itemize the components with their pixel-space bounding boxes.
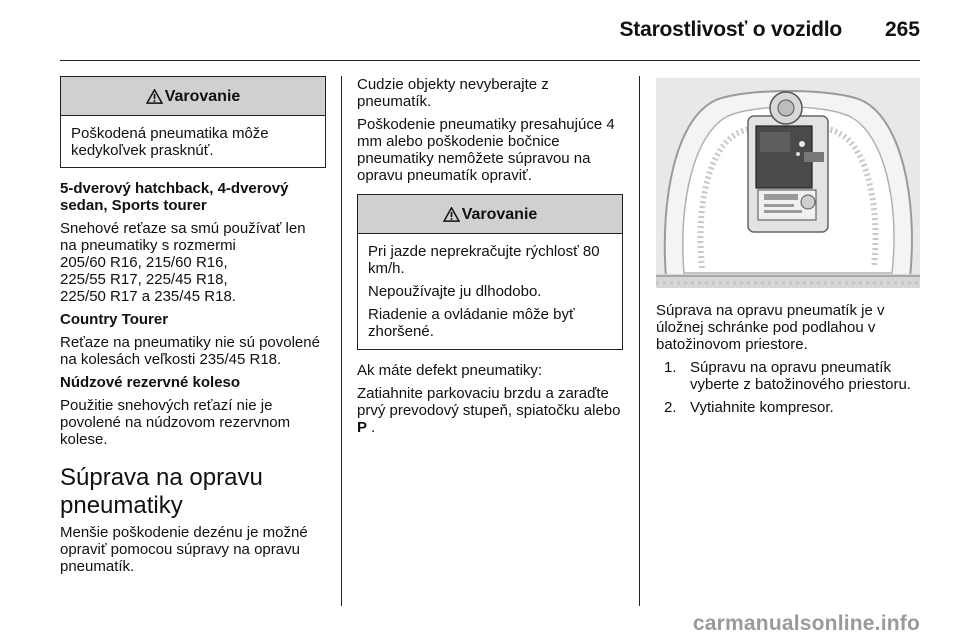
trunk-floor-illustration (656, 78, 920, 288)
section-intro-paragraph: Menšie poškodenie dezénu je možné opraviť pomocou súpravy na opravu pneumatík. (60, 524, 308, 575)
gear-p-label: P (357, 419, 368, 436)
step-number: 2. (664, 399, 677, 416)
parking-brake-suffix: . (367, 419, 376, 436)
warning-body (61, 116, 325, 169)
section-title: Súprava na opravu pneumatiky (60, 464, 263, 519)
repair-kit-figure (656, 78, 920, 288)
list-item (656, 399, 922, 416)
column-divider (639, 76, 640, 606)
spare-wheel-paragraph: Použitie snehových reťazí nie je povolené na núdzovom rezervnom kolese. (60, 397, 291, 448)
page-header (60, 0, 920, 61)
paragraph-foreign-objects: Cudzie objekty nevyberajte z pneumatík. (357, 76, 549, 110)
warning-text: Poškodená pneumatika môže kedykoľvek prasknúť. (71, 125, 269, 159)
chapter-title: Starostlivosť o vozidlo (619, 18, 842, 41)
paragraph-kit-location: Súprava na opravu pneumatík je v úložnej schránke pod podlahou v batožinovom priestore. (656, 302, 885, 353)
parking-brake-text: Zatiahnite parkovaciu brzdu a zaraďte prvý prevodový stupeň, spiatočku alebo (357, 385, 621, 419)
paragraph-flat-tire: Ak máte defekt pneumatiky: (357, 362, 543, 379)
step-text: Vytiahnite kompresor. (690, 399, 834, 416)
warning-title: Varovanie (164, 87, 241, 105)
list-item (656, 359, 922, 393)
warning-triangle-icon (146, 89, 163, 104)
warning-box-1 (60, 76, 326, 168)
warning-speed-text: Pri jazde neprekračujte rýchlosť 80 km/h. (368, 243, 600, 277)
steps-list (656, 359, 922, 416)
tire-size-line: 225/55 R17, 225/45 R18, (60, 271, 228, 288)
tire-size-line: 225/50 R17 a 235/45 R18. (60, 288, 236, 305)
warning-body (358, 234, 622, 350)
column-3 (656, 302, 922, 422)
snow-chains-text: Snehové reťaze sa smú používať len na pneumatiky s rozmermi (60, 220, 306, 254)
warning-box-2 (357, 194, 623, 350)
warning-duration-text: Nepoužívajte ju dlhodobo. (368, 283, 542, 300)
country-tourer-paragraph: Reťaze na pneumatiky nie sú povolené na kolesách veľkosti 235/45 R18. (60, 334, 320, 368)
snow-chains-paragraph (60, 220, 326, 305)
column-1 (60, 76, 326, 581)
heading-hatchback: 5-dverový hatchback, 4-dverový sedan, Sports tourer (60, 180, 289, 214)
step-number: 1. (664, 359, 677, 376)
warning-header (358, 195, 622, 234)
warning-triangle-icon (443, 207, 460, 222)
column-divider (341, 76, 342, 606)
page-number: 265 (884, 18, 920, 41)
warning-header (61, 77, 325, 116)
warning-title: Varovanie (461, 205, 538, 223)
paragraph-parking-brake (357, 385, 623, 436)
watermark: carmanualsonline.info (692, 612, 920, 635)
column-2 (357, 76, 623, 442)
heading-country-tourer: Country Tourer (60, 311, 169, 328)
warning-handling-text: Riadenie a ovládanie môže byť zhoršené. (368, 306, 575, 340)
heading-spare-wheel: Núdzové rezervné koleso (60, 374, 241, 391)
tire-size-line: 205/60 R16, 215/60 R16, (60, 254, 228, 271)
step-text: Súpravu na opravu pneumatík vyberte z batožinového priestoru. (690, 359, 911, 393)
paragraph-damage-limit: Poškodenie pneumatiky presahujúce 4 mm alebo poškodenie bočnice pneumatiky nemôžete súpravou na opravu pneumatík opraviť. (357, 116, 615, 184)
